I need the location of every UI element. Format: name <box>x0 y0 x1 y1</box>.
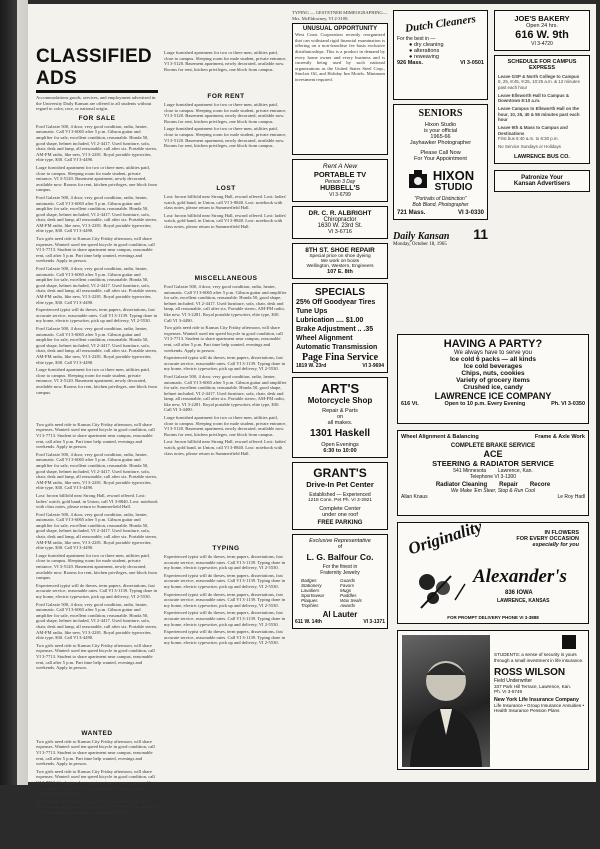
classified-intro: Accommodations goods, services, and employment advertised in the University Daily Kansan are offered to all students without regard to color, race, or national origin. <box>36 95 156 112</box>
joes-bakery-ad: JOE'S BAKERY Open 24 hrs. 616 W. 9th VI 3-4720 <box>494 10 590 51</box>
typing-header: TYPING <box>212 545 240 552</box>
ross-wilson-insurance-ad: STUDENTS: a sense of security is yours through a small investment in life insurance. ROSS WILSON Field Underwriter 337 Park Hill Terrace, Lawrence, Kan. Ph. VI 3-5749 New York Life Insurance Company Life Insurance • Group Insurance Annuities • Health Insurance Pension Plans <box>397 630 589 770</box>
wanted-header: WANTED <box>81 729 113 737</box>
miscellaneous-header: MISCELLANEOUS <box>194 275 258 282</box>
ace-steering-ad: Wheel Alignment & Balancing Frame & Axle Work COMPLETE BRAKE SERVICE ACE STEERING & RADIATOR SERVICE 541 Minnesota Lawrence, Kan. Telephone VI 3-1300 Radiator Cleaning Repair Recore We Make 'Em Steer, Stop & Run Cool Allan Knaus Le Roy Hadl <box>397 430 589 516</box>
wanted-listings: Two girls need ride to Kansas City Friday afternoon, will share expenses. Wanted: used ten speed bicycle in good condition, call VI 3-7713. Student to share apartment near campus, reasonable rent, call after 5 p.m. Part time help wanted, evenings and weekends. Apply in person. Two girls need ride to Kansas City Friday afternoon, will share expenses. Wanted: used ten speed bicycle in good condition, call VI 3-7713. Student to share apartment near campus, reasonable rent, call after 5 p.m. Part time help wanted, evenings and weekends. Apply in person. Lost: brown billfold near Strong Hall, reward offered. Lost: ladies' watch, gold band, in Union, call VI 3-8840. Lost: notebook with class notes, please return to Summerfield Hall. <box>36 738 158 815</box>
arts-motorcycle-ad: ART'S Motorcycle Shop Repair & Parts on all makes. 1301 Haskell Open Evenings 6:30 to 10:00 <box>292 377 388 458</box>
classified-title: CLASSIFIED ADS <box>36 46 152 89</box>
alexanders-flowers-ad: Originality IN FLOWERS FOR EVERY OCCASION especially for you Alexander's 836 IOWA LAWRENCE, KANSAS FOR PROMPT DELIVERY PHONE VI 3-3888 <box>397 522 589 624</box>
balfour-items: Badges Guards Stationery Favors Lavaliers Mugs Sportswear Paddles Plaques Wax Seals Trophies Awards <box>301 578 362 609</box>
lost-header: LOST <box>216 185 236 192</box>
paper-name: Daily Kansan <box>393 231 450 242</box>
for-rent-header: FOR RENT <box>207 93 245 100</box>
for-sale-listings: Ford Galaxie 500, 4 door, very good condition, radio, heater, automatic. Call VI 3-6065 after 5 p.m. Gibson guitar and amplifier for sale, excellent condition, reasonable. Honda 50, good shape, helmet included, VI 2-4417. Used furniture, sofa, chair, desk and lamp, all reasonable, call after six. Portable stereo, AM-FM radio, like new, VI 3-2281. Royal portable typewriter, elite type, $30. Call VI 3-4490. Large furnished apartment for two or three men, utilities paid, close to campus. Sleeping room for male student, private entrance, VI 3-5120. Basement apartment, newly decorated, available now. Rooms for rent, kitchen privileges, one block from campus. Ford Galaxie 500, 4 door, very good condition, radio, heater, automatic. Call VI 3-6065 after 5 p.m. Gibson guitar and amplifier for sale, excellent condition, reasonable. Honda 50, good shape, helmet included, VI 2-4417. Used furniture, sofa, chair, desk and lamp, all reasonable, call after six. Portable stereo, AM-FM radio, like new, VI 3-2281. Royal portable typewriter, elite type, $30. Call VI 3-4490. Two girls need ride to Kansas City Friday afternoon, will share expenses. Wanted: used ten speed bicycle in good condition, call VI 3-7713. Student to share apartment near campus, reasonable rent, call after 5 p.m. Part time help wanted, evenings and weekends. Apply in person. Ford Galaxie 500, 4 door, very good condition, radio, heater, automatic. Call VI 3-6065 after 5 p.m. Gibson guitar and amplifier for sale, excellent condition, reasonable. Honda 50, good shape, helmet included, VI 2-4417. Used furniture, sofa, chair, desk and lamp, all reasonable, call after six. Portable stereo, AM-FM radio, like new, VI 3-2281. Royal portable typewriter, elite type, $30. Call VI 3-4490. Experienced typist will do theses, term papers, dissertations, fast accurate service, reasonable rates. Call VI 3-1139. Typing done in my home, electric typewriter, pick up and delivery, VI 2-5530. Ford Galaxie 500, 4 door, very good condition, radio, heater, automatic. Call VI 3-6065 after 5 p.m. Gibson guitar and amplifier for sale, excellent condition, reasonable. Honda 50, good shape, helmet included, VI 2-4417. Used furniture, sofa, chair, desk and lamp, all reasonable, call after six. Portable stereo, AM-FM radio, like new, VI 3-2281. Royal portable typewriter, elite type, $30. Call VI 3-4490. Large furnished apartment for two or three men, utilities paid, close to campus. Sleeping room for male student, private entrance, VI 3-5120. Basement apartment, newly decorated, available now. Rooms for rent, kitchen privileges, one block from campus. <box>36 123 158 395</box>
column2-top-listings: Large furnished apartment for two or three men, utilities paid, close to campus. Sleeping room for male student, private entrance, VI 3-5120. Basement apartment, newly decorated, available now. Rooms for rent, kitchen privileges, one block from campus. <box>164 50 287 72</box>
specials-list: 25% Off Goodyear Tires Tune Ups Lubrication .... $1.00 Brake Adjustment .. .35 Wheel Alignment Automatic Transmission <box>296 299 378 352</box>
issue-date: Monday, October 18, 1965 <box>393 242 447 247</box>
typing-mimeograph-ad: TYPING — GESTETNER MIMEOGRAPHING—Mrs. McEldowney, VI 2-3108. <box>292 10 388 21</box>
newspaper-page <box>28 4 596 815</box>
typing-listings: Experienced typist will do theses, term papers, dissertations, fast accurate service, reasonable rates. Call VI 3-1139. Typing done in my home, electric typewriter, pick up and delivery, VI 2-5530. Experienced typist will do theses, term papers, dissertations, fast accurate service, reasonable rates. Call VI 3-1139. Typing done in my home, electric typewriter, pick up and delivery, VI 2-5530. Experienced typist will do theses, term papers, dissertations, fast accurate service, reasonable rates. Call VI 3-1139. Typing done in my home, electric typewriter, pick up and delivery, VI 2-5530. Experienced typist will do theses, term papers, dissertations, fast accurate service, reasonable rates. Call VI 3-1139. Typing done in my home, electric typewriter, pick up and delivery, VI 2-5530. Experienced typist will do theses, term papers, dissertations, fast accurate service, reasonable rates. Call VI 3-1139. Typing done in my home, electric typewriter, pick up and delivery, VI 2-5530. <box>164 554 286 646</box>
lost-listings: Lost: brown billfold near Strong Hall, reward offered. Lost: ladies' watch, gold band, in Union, call VI 3-8840. Lost: notebook with class notes, please return to Summerfield Hall. Lost: brown billfold near Strong Hall, reward offered. Lost: ladies' watch, gold band, in Union, call VI 3-8840. Lost: notebook with class notes, please return to Summerfield Hall. <box>164 194 287 229</box>
page-binding-edge <box>0 0 28 785</box>
masthead <box>393 226 488 247</box>
for-rent-listings: Large furnished apartment for two or three men, utilities paid, close to campus. Sleeping room for male student, private entrance, VI 3-5120. Basement apartment, newly decorated, available now. Rooms for rent, kitchen privileges, one block from campus. Large furnished apartment for two or three men, utilities paid, close to campus. Sleeping room for male student, private entrance, VI 3-5120. Basement apartment, newly decorated, available now. Rooms for rent, kitchen privileges, one block from campus. <box>164 102 287 149</box>
for-sale-header: FOR SALE <box>78 114 116 122</box>
unusual-opportunity-ad: UNUSUAL OPPORTUNITY West Coast Corporation recently reorganized that can withstand rigid financial examination is offering on a non-franchise fee basis exclusive distributorships. This is a product in demand by every home owner and every business and is currently being used by such national organizations as the United States Steel Corp., Sinclair Oil, and Holiday Inn Motels. Minimum investment required. <box>292 23 388 155</box>
flower-bouquet-icon <box>411 570 467 610</box>
balfour-ad: Exclusive Representative of L. G. Balfour Co. For the finest in Fraternity Jewelry Badges Guards Stationery Favors Lavaliers Mugs Sportswear Paddles Plaques Wax Seals Trophies Awards Al Lauter 611 W. 14th VI 3-1371 <box>292 534 388 629</box>
seniors-ad: SENIORS Hixon Studio is your official 1965-66 Jayhawker Photographer Please Call Now For Your Appointment HIXON STUDIO "Portraits of Distinction" Bob Bland, Photographer 721 Mass. VI 3-0330 <box>393 104 488 220</box>
grants-pet-center-ad: GRANT'S Drive-In Pet Center Established — Experienced 1218 Conn. Pet Ph. VI 3-2921 Complete Center under one roof FREE PARKING <box>292 462 388 530</box>
nylic-logo-icon <box>562 635 576 649</box>
rent-tv-ad: Rent A New PORTABLE TV Person 3 Day HUBBELL'S VI 3-6799 <box>292 159 388 202</box>
camera-icon <box>407 168 429 194</box>
ads-column-5 <box>494 10 590 330</box>
ads-column-3 <box>292 10 388 780</box>
page-number: 11 <box>473 226 488 242</box>
for-sale-listings-cont: Two girls need ride to Kansas City Friday afternoon, will share expenses. Wanted: used ten speed bicycle in good condition, call VI 3-7713. Student to share apartment near campus, reasonable rent, call after 5 p.m. Part time help wanted, evenings and weekends. Apply in person. Ford Galaxie 500, 4 door, very good condition, radio, heater, automatic. Call VI 3-6065 after 5 p.m. Gibson guitar and amplifier for sale, excellent condition, reasonable. Honda 50, good shape, helmet included, VI 2-4417. Used furniture, sofa, chair, desk and lamp, all reasonable, call after six. Portable stereo, AM-FM radio, like new, VI 3-2281. Royal portable typewriter, elite type, $30. Call VI 3-4490. Lost: brown billfold near Strong Hall, reward offered. Lost: ladies' watch, gold band, in Union, call VI 3-8840. Lost: notebook with class notes, please return to Summerfield Hall. Ford Galaxie 500, 4 door, very good condition, radio, heater, automatic. Call VI 3-6065 after 5 p.m. Gibson guitar and amplifier for sale, excellent condition, reasonable. Honda 50, good shape, helmet included, VI 2-4417. Used furniture, sofa, chair, desk and lamp, all reasonable, call after six. Portable stereo, AM-FM radio, like new, VI 3-2281. Royal portable typewriter, elite type, $30. Call VI 3-4490. Large furnished apartment for two or three men, utilities paid, close to campus. Sleeping room for male student, private entrance, VI 3-5120. Basement apartment, newly decorated, available now. Rooms for rent, kitchen privileges, one block from campus. Experienced typist will do theses, term papers, dissertations, fast accurate service, reasonable rates. Call VI 3-1139. Typing done in my home, electric typewriter, pick up and delivery, VI 2-5530. Ford Galaxie 500, 4 door, very good condition, radio, heater, automatic. Call VI 3-6065 after 5 p.m. Gibson guitar and amplifier for sale, excellent condition, reasonable. Honda 50, good shape, helmet included, VI 2-4417. Used furniture, sofa, chair, desk and lamp, all reasonable, call after six. Portable stereo, AM-FM radio, like new, VI 3-2281. Royal portable typewriter, elite type, $30. Call VI 3-4490. Two girls need ride to Kansas City Friday afternoon, will share expenses. Wanted: used ten speed bicycle in good condition, call VI 3-7713. Student to share apartment near campus, reasonable rent, call after 5 p.m. Part time help wanted, evenings and weekends. Apply in person. <box>36 421 158 671</box>
classified-column-2 <box>164 10 288 780</box>
classified-column-1 <box>36 10 158 815</box>
lawrence-ice-company-ad: HAVING A PARTY? We always have to serve you Ice cold 6 packs — all kinds Ice cold beverages Chips, nuts, cookies Variety of grocery items Crushed ice, candy LAWRENCE ICE COMPANY 616 Vt. Open to 10 p.m. Every Evening Ph. VI 3-0350 <box>397 334 589 424</box>
albright-chiropractor-ad: DR. C. R. ALBRIGHT Chiropractor 1630 W. 23rd St. VI 3-6716 <box>292 206 388 239</box>
patronize-banner: Patronize Your Kansan Advertisers <box>494 170 590 192</box>
specials-ad: SPECIALS 25% Off Goodyear Tires Tune Ups Lubrication .... $1.00 Brake Adjustment .. .35 Wheel Alignment Automatic Transmission Page Fina Service 1819 W. 23rd VI 3-9694 <box>292 283 388 373</box>
cleaners-ad: Dutch Cleaners For the best in — ● dry cleaning ● alterations ● reweaving 926 Mass. VI 3-0501 <box>393 10 488 100</box>
bus-schedule-ad: SCHEDULE FOR CAMPUS EXPRESS Leave GSP & North College to Campus 8, 25, 8:45, 9:25, 10:25 a.m. & 12 minutes past each hour Leave Ellsworth Hall to Campus & Downtown 8:10 a.m. Leave Campus to Ellsworth Hall on the hour, 10, 25, 40 & 55 minutes past each hour Leave 9th & Mass to Campus and Destinations First bus 6:40 a.m. to 6:30 p.m. No Service Sundays or Holidays LAWRENCE BUS CO. <box>494 55 590 164</box>
miscellaneous-listings: Ford Galaxie 500, 4 door, very good condition, radio, heater, automatic. Call VI 3-6065 after 5 p.m. Gibson guitar and amplifier for sale, excellent condition, reasonable. Honda 50, good shape, helmet included, VI 2-4417. Used furniture, sofa, chair, desk and lamp, all reasonable, call after six. Portable stereo, AM-FM radio, like new, VI 3-2281. Royal portable typewriter, elite type, $30. Call VI 3-4490. Two girls need ride to Kansas City Friday afternoon, will share expenses. Wanted: used ten speed bicycle in good condition, call VI 3-7713. Student to share apartment near campus, reasonable rent, call after 5 p.m. Part time help wanted, evenings and weekends. Apply in person. Experienced typist will do theses, term papers, dissertations, fast accurate service, reasonable rates. Call VI 3-1139. Typing done in my home, electric typewriter, pick up and delivery, VI 2-5530. Ford Galaxie 500, 4 door, very good condition, radio, heater, automatic. Call VI 3-6065 after 5 p.m. Gibson guitar and amplifier for sale, excellent condition, reasonable. Honda 50, good shape, helmet included, VI 2-4417. Used furniture, sofa, chair, desk and lamp, all reasonable, call after six. Portable stereo, AM-FM radio, like new, VI 3-2281. Royal portable typewriter, elite type, $30. Call VI 3-4490. Large furnished apartment for two or three men, utilities paid, close to campus. Sleeping room for male student, private entrance, VI 3-5120. Basement apartment, newly decorated, available now. Rooms for rent, kitchen privileges, one block from campus. Lost: brown billfold near Strong Hall, reward offered. Lost: ladies' watch, gold band, in Union, call VI 3-8840. Lost: notebook with class notes, please return to Summerfield Hall. <box>164 284 287 456</box>
shoe-repair-ad: 8TH ST. SHOE REPAIR Special price on shoe dyeing We work on boots Wellington, Western, Engineers 107 E. 8th <box>292 243 388 279</box>
portrait-photo <box>402 635 490 767</box>
